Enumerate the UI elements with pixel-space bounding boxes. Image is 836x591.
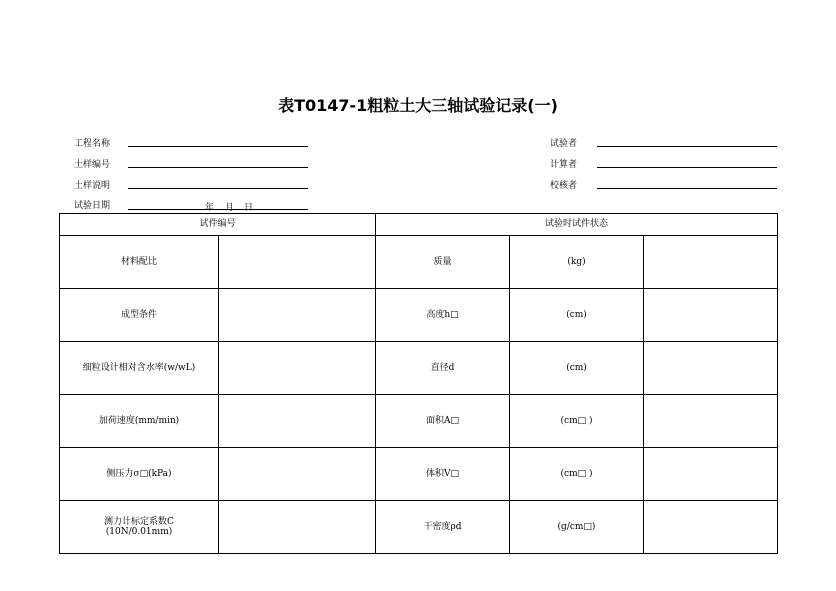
tester-field[interactable]	[597, 146, 777, 147]
label-sample-number: 土样编号	[74, 160, 111, 170]
row-label: 细粒设计相对含水率(w/wL)	[60, 342, 219, 395]
label-calculator: 计算者	[550, 160, 578, 170]
date-year: 年	[205, 203, 215, 213]
row-label: 侧压力σ□(kPa)	[60, 448, 219, 501]
specimen-state-header: 试验时试件状态	[376, 214, 778, 236]
project-name-field[interactable]	[128, 146, 308, 147]
value-cell[interactable]	[219, 448, 376, 501]
sample-number-field[interactable]	[128, 167, 308, 168]
label-sample-description: 土样说明	[74, 181, 111, 191]
property-label: 直径d	[376, 342, 510, 395]
value-cell[interactable]	[644, 448, 778, 501]
value-cell[interactable]	[644, 342, 778, 395]
value-cell[interactable]	[644, 501, 778, 554]
property-label: 干密度ρd	[376, 501, 510, 554]
table-row	[60, 342, 778, 395]
value-cell[interactable]	[219, 395, 376, 448]
table-header-row	[60, 214, 778, 236]
unit-label: (cm)	[510, 289, 644, 342]
calculator-field[interactable]	[597, 167, 777, 168]
row-label-line1: 测力计标定系数C	[104, 516, 174, 527]
property-label: 高度h□	[376, 289, 510, 342]
value-cell[interactable]	[219, 501, 376, 554]
value-cell[interactable]	[219, 236, 376, 289]
specimen-number-header: 试件编号	[60, 214, 376, 236]
unit-label: (cm□ )	[510, 395, 644, 448]
row-label: 成型条件	[60, 289, 219, 342]
unit-label: (cm□ )	[510, 448, 644, 501]
value-cell[interactable]	[644, 395, 778, 448]
value-cell[interactable]	[644, 289, 778, 342]
row-label	[60, 501, 219, 554]
value-cell[interactable]	[219, 289, 376, 342]
table-row	[60, 289, 778, 342]
table-row	[60, 236, 778, 289]
unit-label: (cm)	[510, 342, 644, 395]
test-date-underline	[128, 209, 308, 210]
row-label: 加荷速度(mm/min)	[60, 395, 219, 448]
label-tester: 试验者	[550, 139, 578, 149]
row-label-line2: (10N/0.01mm)	[105, 527, 173, 537]
date-day: 日	[244, 203, 254, 213]
property-label: 面积A□	[376, 395, 510, 448]
property-label: 质量	[376, 236, 510, 289]
table-row	[60, 395, 778, 448]
label-project-name: 工程名称	[74, 139, 111, 149]
checker-field[interactable]	[597, 188, 777, 189]
property-label: 体积V□	[376, 448, 510, 501]
page-title: 表T0147-1粗粒土大三轴试验记录(一)	[278, 96, 558, 115]
unit-label: (kg)	[510, 236, 644, 289]
date-month: 月	[225, 203, 235, 213]
record-table	[59, 213, 778, 554]
table-row	[60, 501, 778, 554]
unit-label: (g/cm□)	[510, 501, 644, 554]
sample-description-field[interactable]	[128, 188, 308, 189]
table-row	[60, 448, 778, 501]
value-cell[interactable]	[219, 342, 376, 395]
value-cell[interactable]	[644, 236, 778, 289]
label-test-date: 试验日期	[74, 201, 111, 211]
row-label: 材料配比	[60, 236, 219, 289]
label-checker: 校核者	[550, 181, 578, 191]
